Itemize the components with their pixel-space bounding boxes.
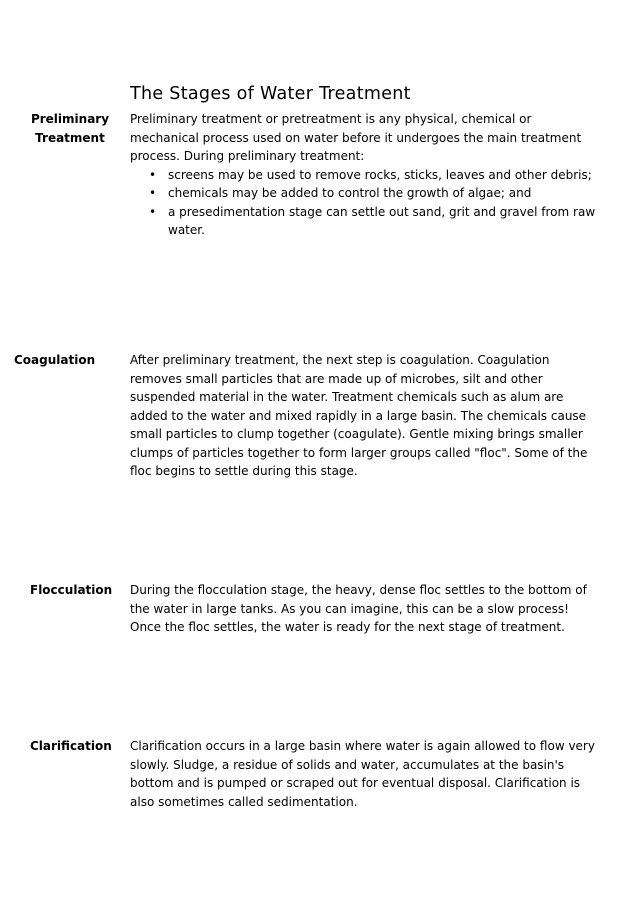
section-paragraph: Preliminary treatment or pretreatment is any physical, chemical or mechanical process used on water before it undergoes the main treatment process. During preliminary treatment: bbox=[130, 112, 582, 163]
section-paragraph: Clarification occurs in a large basin where water is again allowed to flow very slowly. Sludge, a residue of solids and water, accumulates at the basin's bottom and is pumped or scraped out for eventual disposal. Clarification is also sometimes called sedimentation. bbox=[130, 739, 595, 809]
section-body-flocculation bbox=[130, 581, 600, 637]
bullet-text: screens may be used to remove rocks, sticks, leaves and other debris; bbox=[168, 167, 592, 182]
bullet-list bbox=[130, 166, 600, 240]
section-paragraph: During the flocculation stage, the heavy, dense floc settles to the bottom of the water in large tanks. As you can imagine, this can be a slow process! Once the floc settles, the water is ready for the next stage of treatment. bbox=[130, 583, 587, 634]
section-body-preliminary-treatment bbox=[130, 110, 600, 240]
section-paragraph: After preliminary treatment, the next step is coagulation. Coagulation removes small particles that are made up of microbes, silt and other suspended material in the water. Treatment chemicals such as alum are added to the water and mixed rapidly in a large basin. The chemicals cause small particles to clump together (coagulate). Gentle mixing brings smaller clumps of particles together to form larger groups called "floc". Some of the floc begins to settle during this stage. bbox=[130, 353, 588, 478]
section-body-coagulation bbox=[130, 351, 600, 481]
bullet-item bbox=[130, 166, 600, 185]
section-label-flocculation: Flocculation bbox=[30, 583, 113, 597]
section-label-clarification: Clarification bbox=[30, 739, 112, 753]
bullet-icon: • bbox=[149, 167, 157, 182]
bullet-item bbox=[130, 203, 600, 240]
bullet-item bbox=[130, 184, 600, 203]
section-label-preliminary-treatment bbox=[30, 110, 110, 147]
section-label-line: Treatment bbox=[35, 130, 105, 145]
bullet-icon: • bbox=[149, 186, 157, 200]
bullet-text: chemicals may be added to control the growth of algae; and bbox=[168, 186, 532, 200]
section-label-line: Preliminary bbox=[30, 112, 110, 126]
section-body-clarification bbox=[130, 737, 600, 811]
page-title: The Stages of Water Treatment bbox=[130, 84, 411, 104]
bullet-text: a presedimentation stage can settle out sand, grit and gravel from raw water. bbox=[168, 204, 596, 237]
section-label-coagulation: Coagulation bbox=[14, 353, 96, 367]
bullet-icon: • bbox=[149, 204, 157, 219]
